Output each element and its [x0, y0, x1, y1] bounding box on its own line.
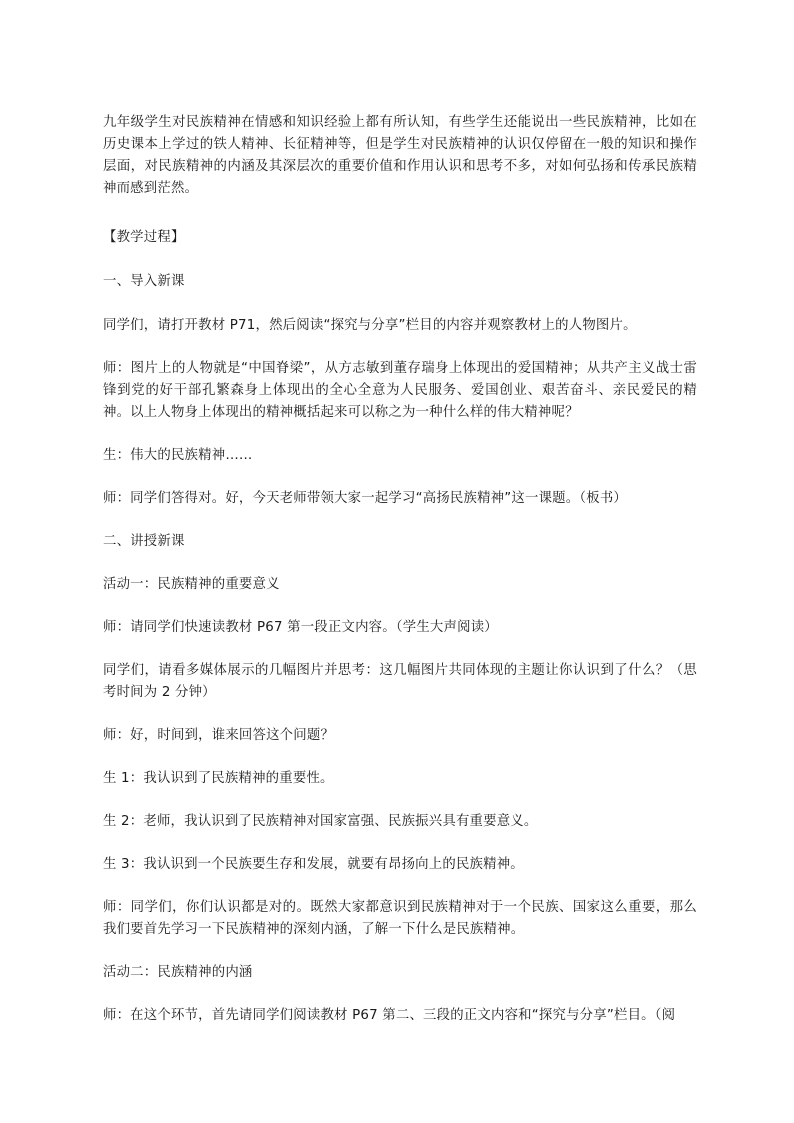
paragraph-2: 师：图片上的人物就是“中国脊梁”，从方志敏到董存瑞身上体现出的爱国精神；从共产主义战士雷锋到党的好干部孔繁森身上体现出的全心全意为人民服务、爱国创业、艰苦奋斗、亲民爱民的精神。以上人物身上体现出的精神概括起来可以称之为一种什么样的伟大精神呢？ [103, 361, 697, 420]
paragraph-9: 生 2：老师，我认识到了民族精神对国家富强、民族振兴具有重要意义。 [103, 814, 538, 829]
section-title: 【教学过程】 [103, 230, 185, 245]
paragraph-12: 师：在这个环节，首先请同学们阅读教材 P67 第二、三段的正文内容和“探究与分享”栏目。（阅 [103, 1008, 676, 1023]
activity1-title: 活动一：民族精神的重要意义 [103, 577, 280, 592]
paragraph-10: 生 3：我认识到一个民族要生存和发展，就要有昂扬向上的民族精神。 [103, 857, 524, 872]
part2-title: 二、讲授新课 [103, 534, 185, 549]
paragraph-6: 同学们，请看多媒体展示的几幅图片并思考：这几幅图片共同体现的主题让你认识到了什么？（思考时间为 2 分钟） [103, 663, 697, 700]
paragraph-4: 师：同学们答得对。好，今天老师带领大家一起学习“高扬民族精神”这一课题。（板书） [103, 491, 628, 506]
part1-title: 一、导入新课 [103, 274, 185, 289]
paragraph-7: 师：好，时间到，谁来回答这个问题？ [103, 728, 335, 743]
paragraph-11: 师：同学们，你们认识都是对的。既然大家都意识到民族精神对于一个民族、国家这么重要，那么我们要首先学习一下民族精神的深刻内涵，了解一下什么是民族精神。 [103, 900, 697, 937]
paragraph-3: 生：伟大的民族精神…… [103, 448, 253, 463]
paragraph-1: 同学们，请打开教材 P71，然后阅读“探究与分享”栏目的内容并观察教材上的人物图片。 [103, 318, 637, 333]
intro-paragraph: 九年级学生对民族精神在情感和知识经验上都有所认知，有些学生还能说出一些民族精神，比如在历史课本上学过的铁人精神、长征精神等，但是学生对民族精神的认识仅停留在一般的知识和操作层面，对民族精神的内涵及其深层次的重要价值和作用认识和思考不多，对如何弘扬和传承民族精神而感到茫然。 [103, 115, 697, 196]
paragraph-5: 师：请同学们快速读教材 P67 第一段正文内容。（学生大声阅读） [103, 620, 498, 635]
paragraph-8: 生 1：我认识到了民族精神的重要性。 [103, 771, 334, 786]
activity2-title: 活动二：民族精神的内涵 [103, 965, 253, 980]
document-page [103, 112, 697, 1027]
